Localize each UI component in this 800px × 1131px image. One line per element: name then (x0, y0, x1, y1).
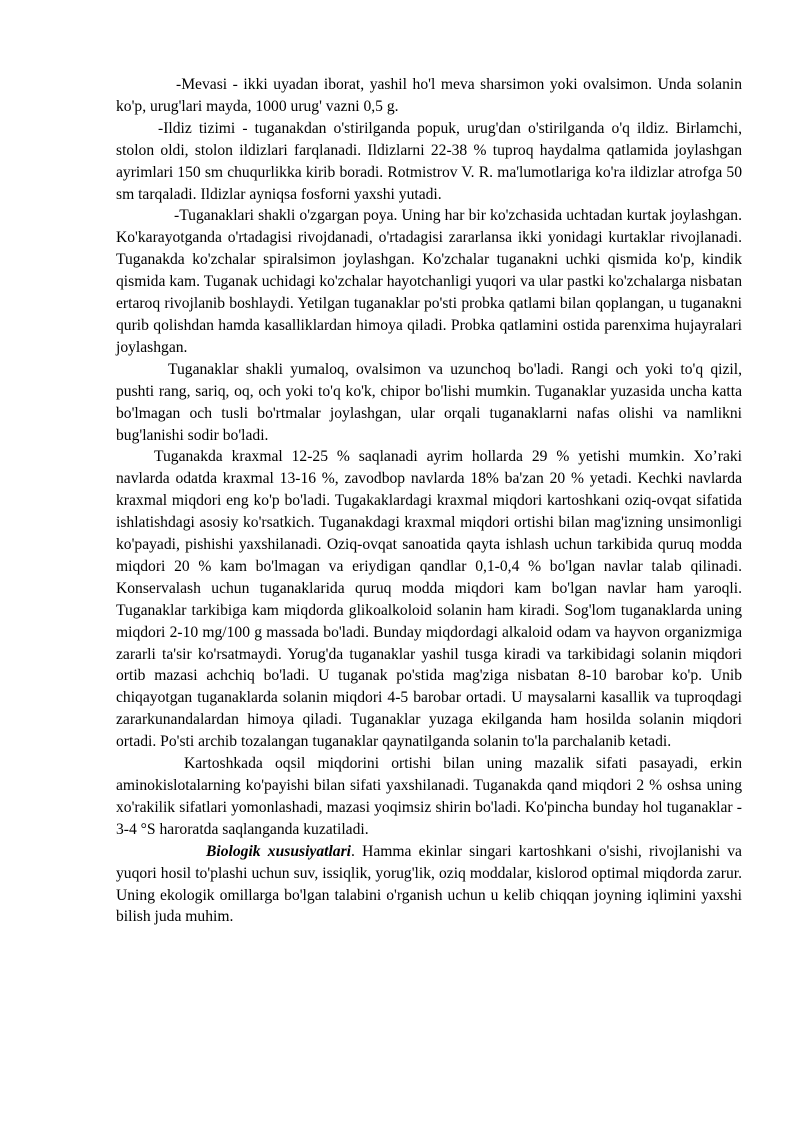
section-text: . Hamma ekinlar singari kartoshkani o'sishi, rivojlanishi va yuqori hosil to'plashi uchun suv, issiqlik, yorug'lik, oziq moddalar, kislorod optimal miqdorda zarur. Uning ekologik omillarga bo'lgan talabini o'rganish uchun u kelib chiqqan joyning iqlimini yaxshi bilish juda muhim. (116, 842, 742, 926)
document-page (116, 74, 742, 928)
paragraph-tuber-shape: Tuganaklar shakli yumaloq, ovalsimon va uzunchoq bo'ladi. Rangi och yoki to'q qizil, pushti rang, sariq, oq, och yoki to'q ko'k, chipor bo'lishi mumkin. Tuganaklar yuzasida uncha katta bo'lmagan och tusli bo'rtmalar joylashgan, ular orqali tuganaklarni nafas olishi va namlikni bug'lanishi sodir bo'ladi. (116, 360, 742, 444)
section-heading: Biologik xususiyatlari (206, 842, 351, 860)
paragraph-starch: Tuganakda kraxmal 12-25 % saqlanadi ayrim hollarda 29 % yetishi mumkin. Xo’raki navlarda odatda kraxmal 13-16 %, zavodbop navlarda 18% ba'zan 20 % yetadi. Kechki navlarda kraxmal miqdori eng ko'p bo'ladi. Tugakaklardagi kraxmal miqdori kartoshkani oziq-ovqat sifatida ishlatishdagi asosiy ko'rsatkich. Tuganakdagi kraxmal miqdori ortishi bilan mag'izning unsimonligi ko'payadi, pishishi yaxshilanadi. Oziq-ovqat sanoatida qayta ishlash uchun tarkibida quruq modda miqdori 20 % kam bo'lmagan va eriydigan qandlar 0,1-0,4 % bo'lgan navlar talab qilinadi. Konservalash uchun tuganaklarida quruq modda miqdori kam bo'lgan navlar ham yaroqli. Tuganaklar tarkibiga kam miqdorda glikoalkoloid solanin ham kiradi. Sog'lom tuganaklarda uning miqdori 2-10 mg/100 g massada bo'ladi. Bunday miqdordagi alkaloid odam va hayvon organizmiga zararli ta'sir ko'rsatmaydi. Yorug'da tuganaklar yashil tusga kiradi va tarkibidagi solanin miqdori ortib mazasi achchiq bo'ladi. U tuganak po'stida mag'ziga nisbatan 8-10 barobar ko'p. Unib chiqayotgan tuganaklarda solanin miqdori 4-5 barobar ortadi. U maysalarni kasallik va tuproqdagi zararkunandalardan himoya qiladi. Tuganaklar yuzaga ekilganda ham hosilda solanin miqdori ortadi. Po'sti archib tozalangan tuganaklar qaynatilganda solanin to'la parchalanib ketadi. (116, 448, 742, 751)
paragraph-protein: Kartoshkada oqsil miqdorini ortishi bilan uning mazalik sifati pasayadi, erkin aminokislotalarning ko'payishi bilan sifati yaxshilanadi. Tuganakda qand miqdori 2 % oshsa uning xo'rakilik sifatlari yomonlashadi, mazasi yoqimsiz shirin bo'ladi. Ko'pincha bunday hol tuganaklar - 3-4 °S haroratda saqlanganda kuzatiladi. (116, 755, 742, 838)
paragraph-root-system: -Ildiz tizimi - tuganakdan o'stirilganda popuk, urug'dan o'stirilganda o'q ildiz. Birlamchi, stolon oldi, stolon ildizlari farqlanadi. Ildizlarni 22-38 % tuproq haydalma qatlamida joylashgan ayrimlari 150 sm chuqurlikka kirib boradi. Rotmistrov V. R. ma'lumotlariga ko'ra ildizlar atrofga 50 sm tarqaladi. Ildizlar ayniqsa fosforni yaxshi yutadi. (116, 119, 742, 203)
paragraph-biological-features (116, 841, 742, 929)
paragraph-fruit: -Mevasi - ikki uyadan iborat, yashil ho'l meva sharsimon yoki ovalsimon. Unda solanin ko'p, urug'lari mayda, 1000 urug' vazni 0,5 g. (116, 76, 742, 115)
paragraph-tubers: -Tuganaklari shakli o'zgargan poya. Uning har bir ko'zchasida uchtadan kurtak joylashgan. Ko'karayotganda o'rtadagisi rivojdanadi, o'rtadagisi zararlansa ikki yonidagi kurtaklar rivojlanadi. Tuganakda ko'zchalar spiralsimon joylashgan. Ko'zchalar tuganakni uchki qismida ko'p, kindik qismida kam. Tuganak uchidagi ko'zchalar hayotchanligi yuqori va ular pastki ko'zchalarga nisbatan ertaroq rivojlanib boshlaydi. Yetilgan tuganaklar po'sti probka qatlami bilan qoplangan, u tuganakni qurib qolishdan hamda kasalliklardan himoya qiladi. Probka qatlamini ostida parenxima hujayralari joylashgan. (116, 207, 742, 356)
